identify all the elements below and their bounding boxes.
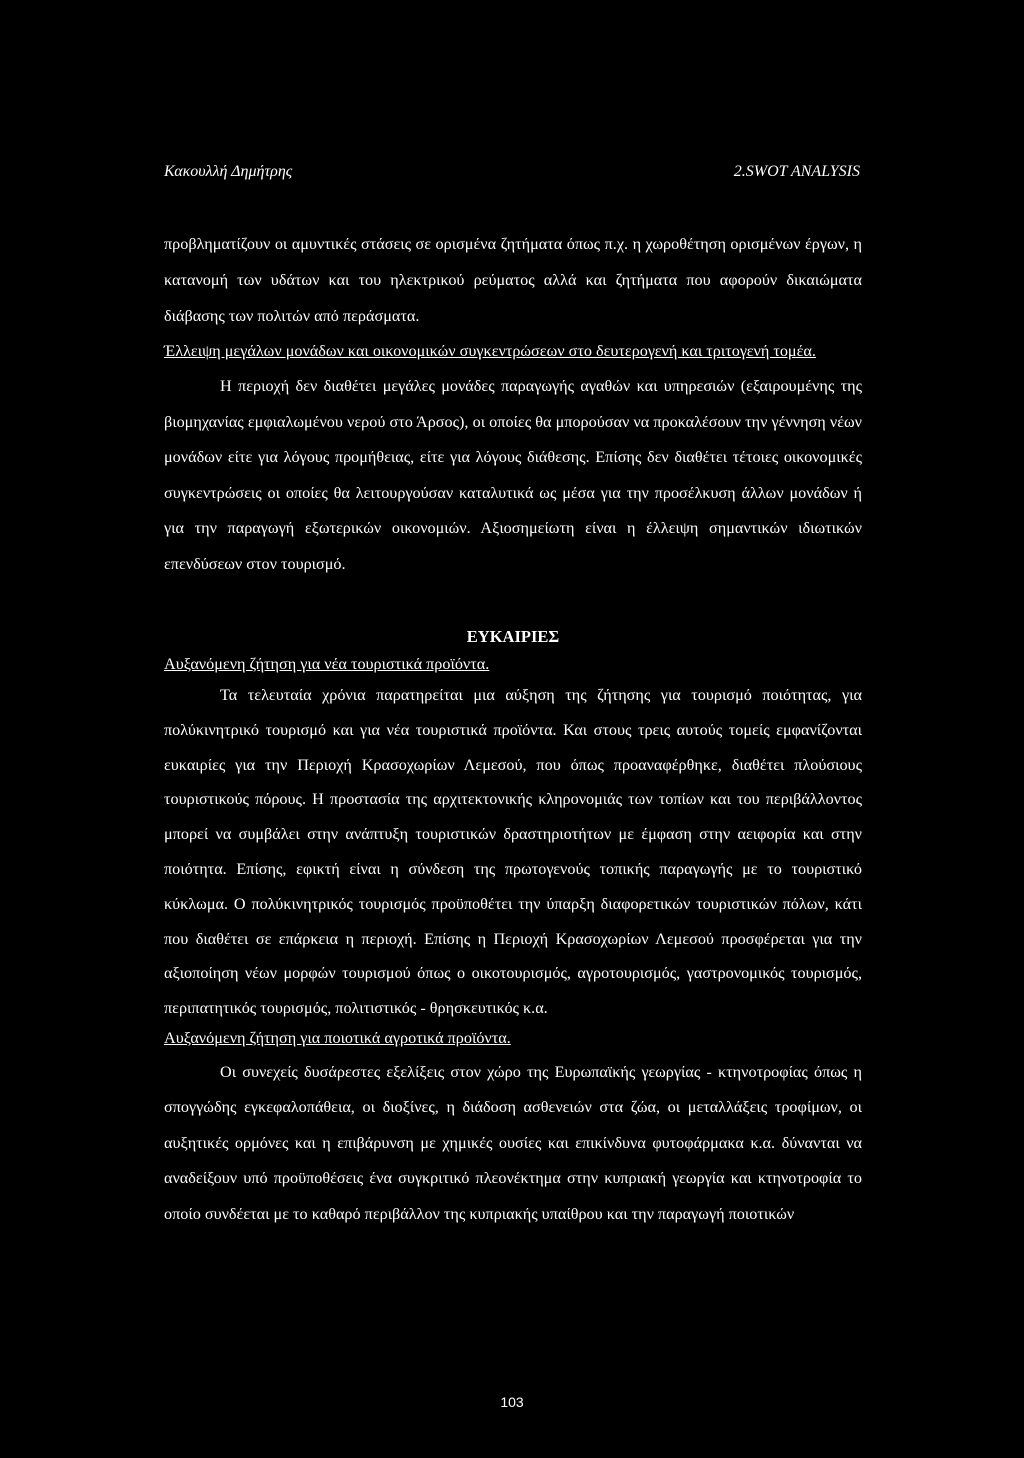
opportunity-paragraph-agriculture: Οι συνεχείς δυσάρεστες εξελίξεις στον χώρο της Ευρωπαϊκής γεωργίας - κτηνοτροφίας όπως η σπογγώδης εγκεφαλοπάθεια, οι διοξίνες, η διάδοση ασθενειών στα ζώα, οι μεταλλάξεις τροφίμων, οι αυξητικές ορμόνες και η επιβάρυνση με χημικές ουσίες και επικίνδυνα φυτοφάρμακα κ.α. δύνανται να αναδείξουν υπό προϋποθέσεις ένα συγκριτικό πλεονέκτημα στην κυπριακή γεωργία και κτηνοτροφία το οποίο συνδέεται με το καθαρό περιβάλλον της κυπριακής υπαίθρου και την παραγωγή ποιοτικών <box>164 1062 862 1223</box>
weakness-heading: Έλλειψη μεγάλων μονάδων και οικονομικών συγκεντρώσεων στο δευτερογενή και τριτογενή τομέα. <box>164 342 816 360</box>
opportunity-heading-agriculture: Αυξανόμενη ζήτηση για ποιοτικά αγροτικά προϊόντα. <box>164 1028 511 1047</box>
page-header <box>164 163 860 181</box>
header-author: Κακουλλή Δημήτρης <box>164 163 293 180</box>
intro-paragraph: προβληματίζουν οι αμυντικές στάσεις σε ορισμένα ζητήματα όπως π.χ. η χωροθέτηση ορισμένων έργων, η κατανομή των υδάτων και του ηλεκτρικού ρεύματος αλλά και ζητήματα που αφορούν δικαιώματα διάβασης των πολιτών από περάσματα. <box>164 235 862 325</box>
opportunities-title: ΕΥΚΑΙΡΙΕΣ <box>466 627 560 646</box>
page-content <box>164 226 862 1232</box>
weakness-paragraph: Η περιοχή δεν διαθέτει μεγάλες μονάδες παραγωγής αγαθών και υπηρεσιών (εξαιρουμένης της βιομηχανίας εμφιαλωμένου νερού στο Άρσος), οι οποίες θα μπορούσαν να προκαλέσουν την γέννηση νέων μονάδων είτε για λόγους προμήθειας, είτε για λόγους διάθεσης. Επίσης δεν διαθέτει τέτοιες οικονομικές συγκεντρώσεις οι οποίες θα λειτουργούσαν καταλυτικά ως μέσα για την προσέλκυση άλλων μονάδων ή για την παραγωγή εξωτερικών οικονομιών. Αξιοσημείωτη είναι η έλλειψη σημαντικών ιδιωτικών επενδύσεων στον τουρισμό. <box>164 377 862 573</box>
opportunity-heading-tourism: Αυξανόμενη ζήτηση για νέα τουριστικά προϊόντα. <box>164 655 490 673</box>
opportunity-paragraph-tourism: Τα τελευταία χρόνια παρατηρείται μια αύξηση της ζήτησης για τουρισμό ποιότητας, για πολύκινητρικό τουρισμό και για νέα τουριστικά προϊόντα. Και στους τρεις αυτούς τομείς εμφανίζονται ευκαιρίες για την Περιοχή Κρασοχωρίων Λεμεσού, που όπως προαναφέρθηκε, διαθέτει πλούσιους τουριστικούς πόρους. Η προστασία της αρχιτεκτονικής κληρονομιάς των τοπίων και του περιβάλλοντος μπορεί να συμβάλει στην ανάπτυξη τουριστικών δραστηριοτήτων με έμφαση στην αειφορία και στην ποιότητα. Επίσης, εφικτή είναι η σύνδεση της πρωτογενούς τοπικής παραγωγής με το τουριστικό κύκλωμα. Ο πολύκινητρικός τουρισμός προϋποθέτει την ύπαρξη διαφορετικών τουριστικών πόλων, κάτι που διαθέτει σε επάρκεια η περιοχή. Επίσης η Περιοχή Κρασοχωρίων Λεμεσού προσφέρεται για την αξιοποίηση νέων μορφών τουρισμού όπως ο οικοτουρισμός, αγροτουρισμός, γαστρονομικός τουρισμός, περιπατητικός τουρισμός, πολιτιστικός - θρησκευτικός κ.α. <box>164 686 862 1018</box>
header-chapter: 2.SWOT ANALYSIS <box>733 163 860 180</box>
page-number: 103 <box>500 1394 524 1410</box>
